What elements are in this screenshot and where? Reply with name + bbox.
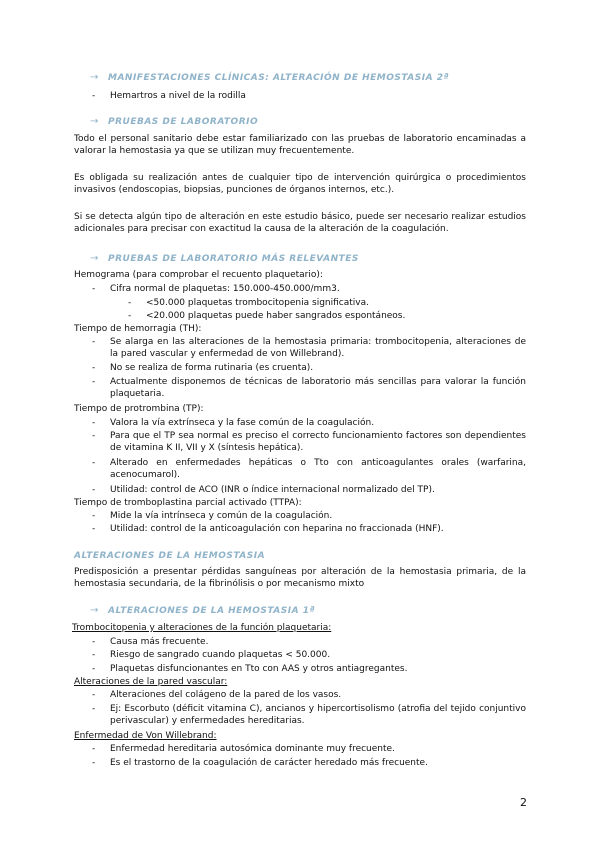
list-item: Valora la vía extrínseca y la fase común de la coagulación.: [110, 418, 375, 428]
section-heading-pruebas-relevantes: PRUEBAS DE LABORATORIO MÁS RELEVANTES: [108, 254, 359, 264]
sub-list-item: <20.000 plaquetas puede haber sangrados espontáneos.: [146, 311, 406, 321]
list-item: Causa más frecuente.: [110, 637, 209, 647]
sub-list-item: <50.000 plaquetas trombocitopenia significativa.: [146, 298, 369, 308]
arrow-icon: →: [90, 253, 99, 264]
test-heading-th: Tiempo de hemorragia (TH):: [74, 324, 202, 334]
list-item: No se realiza de forma rutinaria (es cruenta).: [110, 363, 314, 373]
bullet-dash: -: [92, 511, 96, 521]
bullet-dash: -: [128, 311, 132, 321]
bullet-dash: -: [92, 744, 96, 754]
list-item: Mide la vía intrínseca y común de la coagulación.: [110, 511, 333, 521]
section-heading-manifestaciones: MANIFESTACIONES CLÍNICAS: ALTERACIÓN DE HEMOSTASIA 2ª: [108, 73, 450, 83]
list-item: Alterado en enfermedades hepáticas o Tto con anticoagulantes orales (warfarina, acenocumarol).: [110, 458, 526, 480]
paragraph: Predisposición a presentar pérdidas sanguíneas por alteración de la hemostasia primaria, de la hemostasia secundaria, de la fibrinólisis o por mecanismo mixto: [74, 567, 526, 589]
subheading-trombocitopenia: Trombocitopenia y alteraciones de la función plaquetaria:: [72, 623, 332, 633]
bullet-dash: -: [92, 650, 96, 660]
bullet-dash: -: [92, 485, 96, 495]
bullet-dash: -: [92, 418, 96, 428]
bullet-dash: -: [92, 758, 96, 768]
arrow-icon: →: [90, 605, 99, 616]
bullet-dash: -: [92, 363, 96, 373]
list-item: Se alarga en las alteraciones de la hemostasia primaria: trombocitopenia, alteraciones de la pared vascular y enfermedad de von Willebrand).: [110, 337, 526, 359]
bullet-dash: -: [92, 377, 96, 387]
subheading-von-willebrand: Enfermedad de Von Willebrand:: [74, 731, 217, 741]
list-item: Cifra normal de plaquetas: 150.000-450.000/mm3.: [110, 284, 340, 294]
list-item: Actualmente disponemos de técnicas de laboratorio más sencillas para valorar la función plaquetaria.: [110, 377, 526, 399]
list-item: Es el trastorno de la coagulación de carácter heredado más frecuente.: [110, 758, 428, 768]
bullet-dash: -: [92, 524, 96, 534]
list-item: Plaquetas disfuncionantes en Tto con AAS y otros antiagregantes.: [110, 664, 408, 674]
section-heading-alteraciones-1a: ALTERACIONES DE LA HEMOSTASIA 1ª: [108, 606, 316, 616]
list-item: Hemartros a nivel de la rodilla: [110, 91, 246, 101]
section-heading-pruebas: PRUEBAS DE LABORATORIO: [108, 117, 259, 127]
bullet-dash: -: [92, 337, 96, 347]
bullet-dash: -: [92, 704, 96, 714]
bullet-dash: -: [92, 284, 96, 294]
arrow-icon: →: [90, 116, 99, 127]
bullet-dash: -: [92, 637, 96, 647]
list-item: Alteraciones del colágeno de la pared de los vasos.: [110, 690, 342, 700]
bullet-dash: -: [92, 431, 96, 441]
arrow-icon: →: [90, 72, 99, 83]
list-item: Utilidad: control de ACO (INR o índice internacional normalizado del TP).: [110, 485, 435, 495]
paragraph: Todo el personal sanitario debe estar familiarizado con las pruebas de laboratorio encaminadas a valorar la hemostasia ya que se utilizan muy frecuentemente.: [74, 134, 526, 156]
list-item: Utilidad: control de la anticoagulación con heparina no fraccionada (HNF).: [110, 524, 444, 534]
list-item: Para que el TP sea normal es preciso el correcto funcionamiento factores son dependientes de vitamina K II, VII y X (síntesis hepática).: [110, 431, 526, 453]
list-item: Enfermedad hereditaria autosómica dominante muy frecuente.: [110, 744, 395, 754]
list-item: Riesgo de sangrado cuando plaquetas < 50.000.: [110, 650, 331, 660]
bullet-dash: -: [128, 298, 132, 308]
bullet-dash: -: [92, 664, 96, 674]
list-item: Ej: Escorbuto (déficit vitamina C), ancianos y hipercortisolismo (atrofia del tejido conjuntivo perivascular) y enfermedades hereditarias.: [110, 704, 526, 726]
page-number: 2: [520, 796, 527, 809]
bullet-dash: -: [92, 690, 96, 700]
bullet-dash: -: [92, 458, 96, 468]
section-heading-alteraciones: ALTERACIONES DE LA HEMOSTASIA: [74, 551, 266, 561]
paragraph: Es obligada su realización antes de cualquier tipo de intervención quirúrgica o procedimientos invasivos (endoscopias, biopsias, punciones de órganos internos, etc.).: [74, 173, 526, 195]
paragraph: Si se detecta algún tipo de alteración en este estudio básico, puede ser necesario realizar estudios adicionales para precisar con exactitud la causa de la alteración de la coagulación.: [74, 212, 526, 234]
test-heading-tp: Tiempo de protrombina (TP):: [74, 404, 204, 414]
subheading-pared-vascular: Alteraciones de la pared vascular:: [74, 677, 228, 687]
test-heading-hemograma: Hemograma (para comprobar el recuento plaquetario):: [74, 270, 323, 280]
bullet-dash: -: [92, 91, 96, 101]
test-heading-ttpa: Tiempo de tromboplastina parcial activado (TTPA):: [74, 498, 302, 508]
